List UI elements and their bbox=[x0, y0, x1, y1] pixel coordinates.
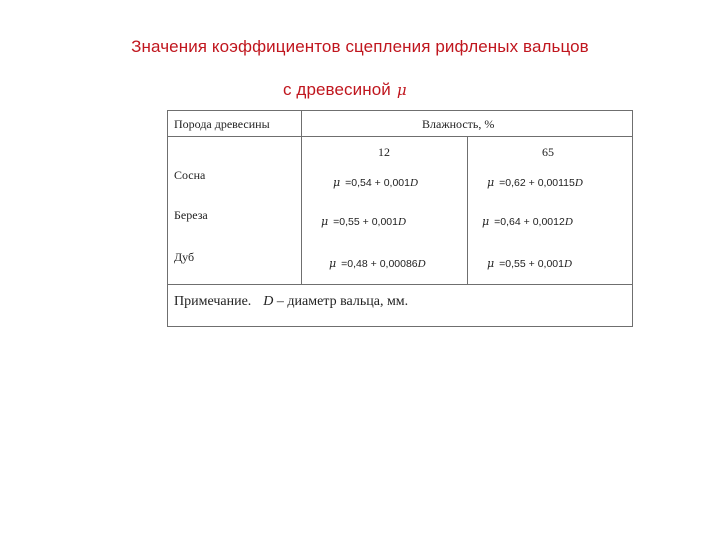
formula-pine-12: μ =0,54 + 0,001D bbox=[333, 176, 418, 189]
header-species: Порода древесины bbox=[174, 117, 270, 131]
formula-birch-65: μ =0,64 + 0,0012D bbox=[482, 215, 573, 228]
formula-pine-65: μ =0,62 + 0,00115D bbox=[487, 176, 583, 189]
note-divider bbox=[168, 284, 632, 285]
moisture-65: 65 bbox=[542, 145, 554, 159]
moisture-divider bbox=[467, 136, 468, 284]
formula-oak-12: μ =0,48 + 0,00086D bbox=[329, 257, 426, 270]
note-label: Примечание. bbox=[174, 294, 252, 309]
species-birch: Береза bbox=[174, 208, 208, 222]
coefficients-table bbox=[167, 110, 633, 327]
title-line-2 bbox=[283, 80, 407, 100]
header-moisture: Влажность, % bbox=[422, 117, 495, 131]
formula-birch-12: μ =0,55 + 0,001D bbox=[321, 215, 406, 228]
title-text: с древесиной bbox=[283, 80, 391, 99]
species-oak: Дуб bbox=[174, 250, 195, 264]
moisture-12: 12 bbox=[378, 145, 390, 159]
species-pine: Сосна bbox=[174, 168, 206, 182]
table-note bbox=[174, 294, 408, 310]
mu-symbol: μ bbox=[396, 81, 407, 99]
column-divider bbox=[301, 111, 302, 284]
note-text: – диаметр вальца, мм. bbox=[276, 294, 409, 309]
note-symbol: D bbox=[263, 294, 274, 309]
formula-oak-65: μ =0,55 + 0,001D bbox=[487, 257, 572, 270]
header-divider bbox=[168, 136, 632, 137]
title-line-1: Значения коэффициентов сцепления рифленых вальцов bbox=[131, 37, 589, 56]
